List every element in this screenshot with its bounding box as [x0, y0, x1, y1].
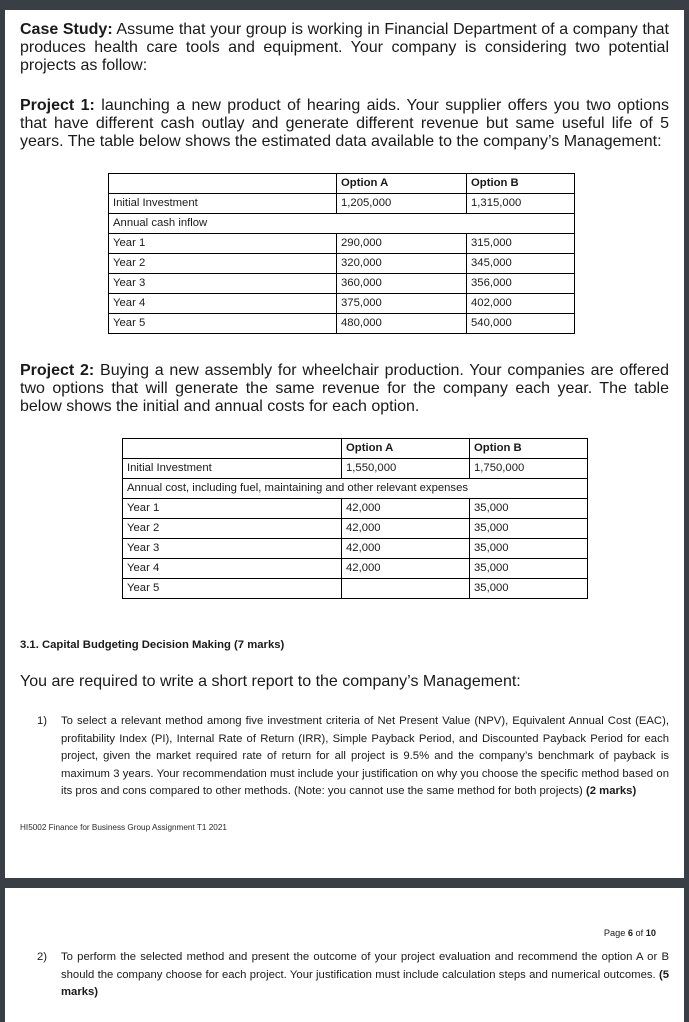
table-header-cell: Option A — [342, 439, 470, 459]
table-header-cell: Option B — [467, 174, 575, 194]
table-cell-label: Year 2 — [109, 254, 337, 274]
page-number-current: 6 — [627, 928, 633, 938]
table-cell-option-b: 1,750,000 — [470, 459, 588, 479]
question-2-marks: (5 marks) — [61, 968, 669, 999]
table-row — [109, 254, 575, 274]
document-page-2 — [5, 888, 684, 1022]
table-row — [123, 539, 588, 559]
spacer — [15, 334, 674, 362]
table-cell-option-a: 320,000 — [337, 254, 467, 274]
table-cell-option-b: 345,000 — [467, 254, 575, 274]
spacer — [15, 801, 674, 823]
table-cell-label: Annual cost, including fuel, maintaining and other relevant expenses — [123, 479, 588, 499]
table-header-row — [109, 174, 575, 194]
project-1-table — [108, 173, 575, 334]
table-cell-option-a: 375,000 — [337, 294, 467, 314]
table-cell-option-b: 35,000 — [470, 519, 588, 539]
question-1-text: To select a relevant method among five investment criteria of Net Present Value (NPV), Equivalent Annual Cost (EAC), profitability Index (PI), Internal Rate of Return (IRR), Simple Payback Period, and Discounted Payback Period for each project, given the market required rate of return for all project is 9.5% and the company’s benchmark of payback is maximum 3 years. Your recommendation must include your justification on why you choose the specific method based on its pros and cons compared to other methods. (Note: you cannot use the same method for both projects) — [61, 715, 669, 798]
table-cell-option-a: 290,000 — [337, 234, 467, 254]
project-1-label: Project 1: — [20, 97, 95, 114]
table-header-cell: Option A — [337, 174, 467, 194]
table-cell-option-b: 35,000 — [470, 559, 588, 579]
table-row — [123, 519, 588, 539]
question-2-marker: 2) — [37, 951, 48, 963]
table-row — [109, 194, 575, 214]
spacer — [15, 691, 674, 713]
table-cell-label: Year 4 — [123, 559, 342, 579]
spacer — [15, 651, 674, 673]
table-cell-option-a: 1,550,000 — [342, 459, 470, 479]
section-heading: 3.1. Capital Budgeting Decision Making (7 marks) — [20, 639, 285, 651]
report-instruction: You are required to write a short report to the company’s Management: — [20, 673, 521, 690]
table-cell-option-a: 42,000 — [342, 499, 470, 519]
table-row — [109, 234, 575, 254]
table-row — [109, 294, 575, 314]
table-cell-option-b: 35,000 — [470, 539, 588, 559]
table-cell-label: Year 4 — [109, 294, 337, 314]
table-cell-label: Initial Investment — [109, 194, 337, 214]
question-1-marker: 1) — [37, 715, 48, 727]
table-header-row — [123, 439, 588, 459]
table-cell-label: Year 1 — [123, 499, 342, 519]
table-row — [123, 579, 588, 599]
table-cell-option-a: 42,000 — [342, 559, 470, 579]
spacer — [15, 938, 674, 949]
spacer — [15, 416, 674, 438]
table-header-cell: Option B — [470, 439, 588, 459]
table-cell-option-b: 540,000 — [467, 314, 575, 334]
table-cell-label: Annual cash inflow — [109, 214, 575, 234]
table-cell-label: Year 3 — [123, 539, 342, 559]
table-cell-label: Year 3 — [109, 274, 337, 294]
spacer — [15, 75, 674, 97]
table-cell-option-b: 315,000 — [467, 234, 575, 254]
project-2-table-body — [123, 439, 588, 599]
project-2-label: Project 2: — [20, 362, 95, 379]
table-row — [109, 314, 575, 334]
table-cell-label: Initial Investment — [123, 459, 342, 479]
page-number-prefix: Page — [603, 928, 628, 938]
table-cell-option-b: 402,000 — [467, 294, 575, 314]
case-study-paragraph — [15, 10, 674, 75]
project-1-text: launching a new product of hearing aids. Your supplier offers you two options that have different cash outlay and generate different revenue but same useful life of 5 years. The table below shows the estimated data available to the company’s Management: — [20, 97, 669, 150]
table-cell-option-a: 480,000 — [337, 314, 467, 334]
project-1-paragraph — [15, 97, 674, 151]
project-2-text: Buying a new assembly for wheelchair production. Your companies are offered two options that will generate the same revenue for the company each year. The table below shows the initial and annual costs for each option. — [20, 362, 670, 415]
table-row — [123, 459, 588, 479]
question-item-1 — [15, 713, 669, 801]
spacer — [15, 888, 674, 928]
table-cell-label: Year 1 — [109, 234, 337, 254]
document-page-1 — [5, 10, 684, 878]
table-row — [123, 499, 588, 519]
page-number-middle: of — [632, 928, 646, 938]
table-header-cell — [123, 439, 342, 459]
table-row — [123, 479, 588, 499]
table-row — [109, 274, 575, 294]
case-study-label: Case Study: — [20, 21, 113, 38]
table-cell-option-b: 35,000 — [470, 499, 588, 519]
table-cell-option-a: 42,000 — [342, 519, 470, 539]
page-number-indicator — [15, 928, 674, 938]
table-row — [109, 214, 575, 234]
table-cell-label: Year 5 — [109, 314, 337, 334]
question-2-text: To perform the selected method and present the outcome of your project evaluation and recommend the option A or B should the company choose for each project. Your justification must include calculation steps and numerical outcomes. — [61, 951, 669, 981]
table-row — [123, 559, 588, 579]
questions-list — [15, 713, 674, 801]
page-footer-note: HI5002 Finance for Business Group Assignment T1 2021 — [20, 822, 227, 832]
table-cell-label: Year 5 — [123, 579, 342, 599]
question-item-2 — [15, 949, 669, 1002]
questions-list-continued — [15, 949, 674, 1002]
project-2-paragraph — [15, 362, 674, 416]
table-cell-option-b: 35,000 — [470, 579, 588, 599]
question-1-marks: (2 marks) — [585, 785, 637, 798]
project-1-table-body — [109, 174, 575, 334]
case-study-text: Assume that your group is working in Financial Department of a company that produces health care tools and equipment. Your company is considering two potential projects as follow: — [20, 21, 670, 74]
table-header-cell — [109, 174, 337, 194]
table-cell-option-a: 1,205,000 — [337, 194, 467, 214]
project-2-table — [122, 438, 588, 599]
table-cell-label: Year 2 — [123, 519, 342, 539]
table-cell-option-b: 1,315,000 — [467, 194, 575, 214]
table-cell-option-a: 360,000 — [337, 274, 467, 294]
page-number-total: 10 — [645, 928, 656, 938]
table-cell-option-b: 356,000 — [467, 274, 575, 294]
spacer — [15, 599, 674, 639]
spacer — [15, 151, 674, 173]
table-cell-option-a: 42,000 — [342, 539, 470, 559]
table-cell-option-a — [342, 579, 470, 599]
